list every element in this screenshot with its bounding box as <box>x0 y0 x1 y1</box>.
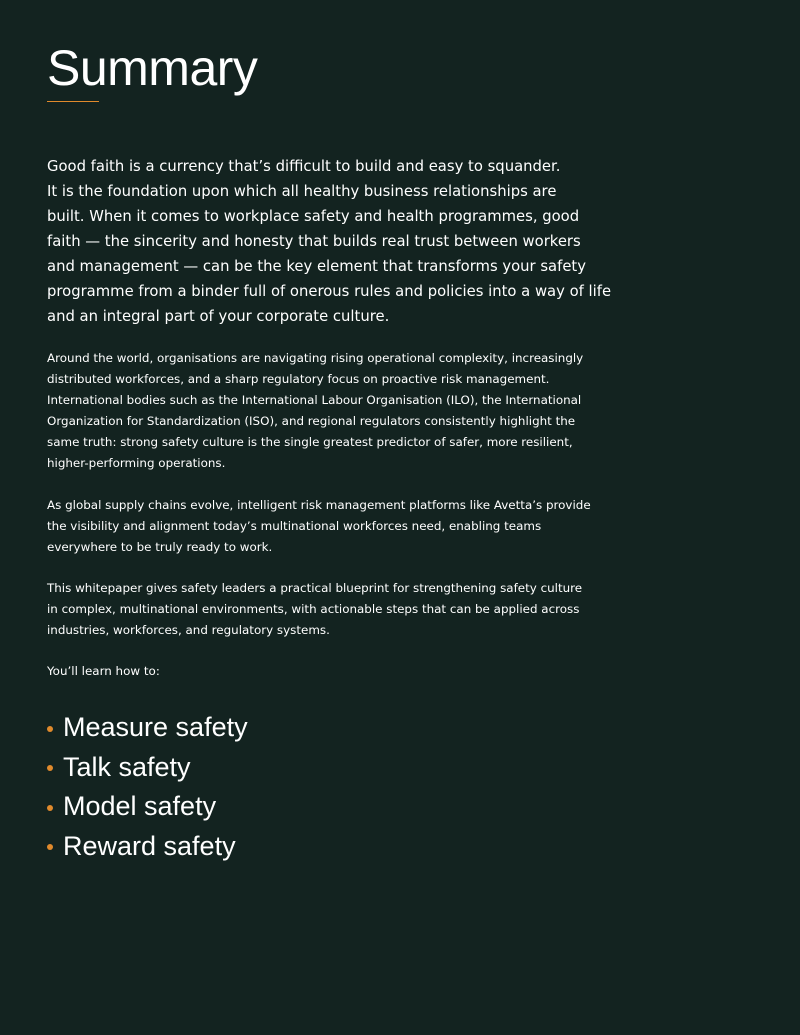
bullet-dot-icon <box>47 844 53 850</box>
paragraph-line: You’ll learn how to: <box>47 664 160 678</box>
learn-item-label: Model safety <box>63 791 217 822</box>
paragraph-line: everywhere to be truly ready to work. <box>47 540 273 554</box>
intro-line: faith — the sincerity and honesty that builds real trust between workers <box>47 233 581 250</box>
bullet-dot-icon <box>47 805 53 811</box>
body-paragraph-supply-chains <box>47 495 627 558</box>
paragraph-line: Organization for Standardization (ISO), and regional regulators consistently highlight the <box>47 414 576 428</box>
intro-line: Good faith is a currency that’s difficult to build and easy to squander. <box>47 158 561 175</box>
body-paragraph-whitepaper <box>47 578 627 641</box>
body-paragraph-global-context <box>47 348 627 474</box>
paragraph-line: higher-performing operations. <box>47 456 226 470</box>
learn-item <box>47 787 248 827</box>
learn-item-label: Talk safety <box>63 751 191 782</box>
learn-item <box>47 827 248 867</box>
title-underline <box>47 101 99 102</box>
learn-item <box>47 708 248 748</box>
intro-line: It is the foundation upon which all healthy business relationships are <box>47 183 557 200</box>
intro-line: and management — can be the key element that transforms your safety <box>47 258 586 275</box>
learn-intro <box>47 661 627 682</box>
learn-item-label: Reward safety <box>63 830 236 861</box>
intro-line: built. When it comes to workplace safety and health programmes, good <box>47 208 580 225</box>
learn-list <box>47 708 248 866</box>
learn-item-label: Measure safety <box>63 712 248 743</box>
page-title: Summary <box>47 40 258 96</box>
paragraph-line: As global supply chains evolve, intelligent risk management platforms like Avetta’s provide <box>47 498 591 512</box>
learn-item <box>47 748 248 788</box>
paragraph-line: distributed workforces, and a sharp regulatory focus on proactive risk management. <box>47 372 550 386</box>
bullet-dot-icon <box>47 765 53 771</box>
intro-paragraph <box>47 154 627 329</box>
paragraph-line: the visibility and alignment today’s multinational workforces need, enabling teams <box>47 519 542 533</box>
bullet-dot-icon <box>47 726 53 732</box>
paragraph-line: industries, workforces, and regulatory systems. <box>47 623 330 637</box>
paragraph-line: same truth: strong safety culture is the single greatest predictor of safer, more resilient, <box>47 435 573 449</box>
paragraph-line: International bodies such as the International Labour Organisation (ILO), the International <box>47 393 582 407</box>
paragraph-line: Around the world, organisations are navigating rising operational complexity, increasingly <box>47 351 584 365</box>
intro-line: programme from a binder full of onerous rules and policies into a way of life <box>47 283 612 300</box>
intro-line: and an integral part of your corporate culture. <box>47 308 390 325</box>
paragraph-line: This whitepaper gives safety leaders a practical blueprint for strengthening safety culture <box>47 581 583 595</box>
paragraph-line: in complex, multinational environments, with actionable steps that can be applied across <box>47 602 580 616</box>
